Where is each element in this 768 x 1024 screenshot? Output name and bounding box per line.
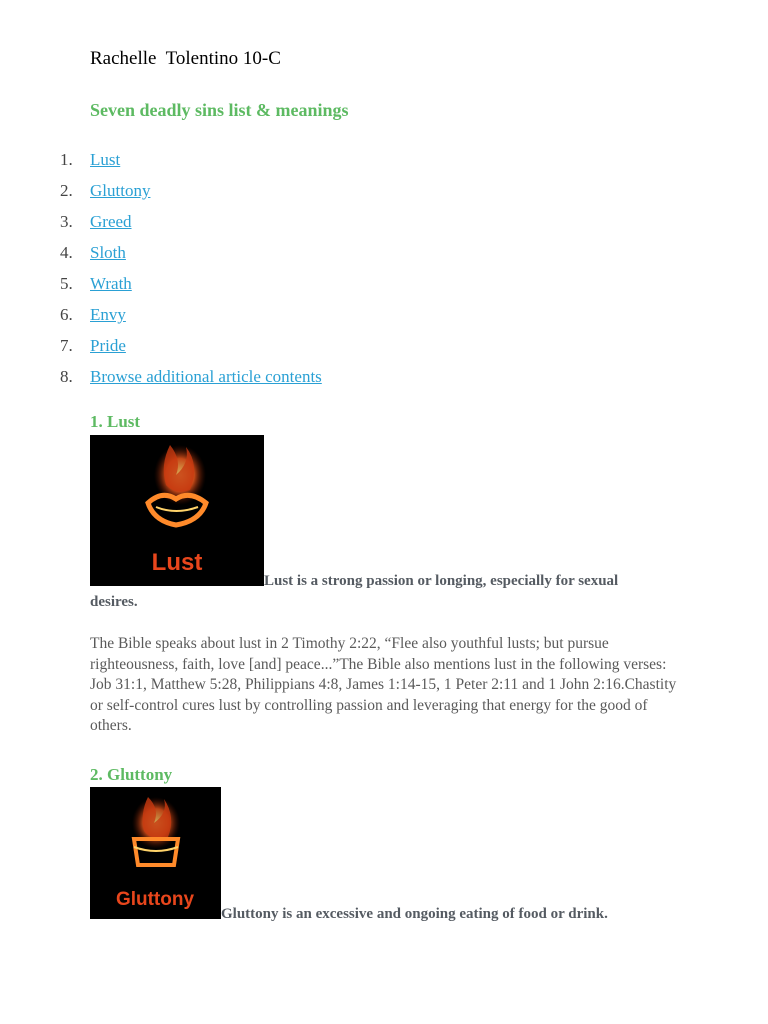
- toc-item: [60, 365, 322, 396]
- lust-body-paragraph: The Bible speaks about lust in 2 Timothy 2:22, “Flee also youthful lusts; but pursue righteousness, faith, love [and] peace...”The Bible also mentions lust in the following verses: Job 31:1, Matthew 5:28, Philippians 4:8, James 1:14-15, 1 Peter 2:11 and 1 John 2:16.Chastity or self-control cures lust by controlling passion and leveraging that energy for the good of others.: [90, 635, 677, 734]
- toc-link-gluttony[interactable]: Gluttony: [90, 181, 151, 200]
- flaming-lips-illustration: [90, 435, 264, 586]
- section-heading-gluttony: 2. Gluttony: [90, 765, 173, 784]
- gluttony-lead-text: Gluttony is an excessive and ongoing eating of food or drink.: [221, 906, 608, 922]
- section-heading-lust: 1. Lust: [90, 412, 141, 431]
- lust-image: [90, 435, 264, 586]
- toc-link-pride[interactable]: Pride: [90, 336, 126, 355]
- toc-item: [60, 303, 322, 334]
- toc-number: 5.: [60, 274, 73, 293]
- toc-item: [60, 148, 322, 179]
- toc-item: [60, 179, 322, 210]
- toc-link-sloth[interactable]: Sloth: [90, 243, 126, 262]
- lust-lead-text: Lust is a strong passion or longing, especially for sexual: [264, 573, 619, 589]
- gluttony-image-label: Gluttony: [115, 889, 195, 910]
- toc-link-lust[interactable]: Lust: [90, 150, 121, 169]
- toc-item: [60, 334, 322, 365]
- gluttony-image: [90, 787, 221, 919]
- toc-item: [60, 210, 322, 241]
- toc-item: [60, 272, 322, 303]
- author-line: Rachelle Tolentino 10-C: [90, 48, 281, 69]
- flaming-cake-illustration: [90, 787, 221, 919]
- toc-number: 6.: [60, 305, 73, 324]
- toc-number: 2.: [60, 181, 73, 200]
- toc-number: 1.: [60, 150, 73, 169]
- document-title: Seven deadly sins list & meanings: [90, 100, 349, 120]
- toc-number: 4.: [60, 243, 73, 262]
- toc-link-browse-more[interactable]: Browse additional article contents: [90, 367, 322, 386]
- lust-lead-text-cont: desires.: [90, 594, 138, 610]
- table-of-contents: [60, 148, 322, 396]
- toc-number: 3.: [60, 212, 73, 231]
- toc-link-envy[interactable]: Envy: [90, 305, 126, 324]
- toc-number: 7.: [60, 336, 73, 355]
- toc-item: [60, 241, 322, 272]
- toc-link-greed[interactable]: Greed: [90, 212, 132, 231]
- toc-number: 8.: [60, 367, 73, 386]
- toc-link-wrath[interactable]: Wrath: [90, 274, 132, 293]
- lust-image-label: Lust: [151, 549, 203, 576]
